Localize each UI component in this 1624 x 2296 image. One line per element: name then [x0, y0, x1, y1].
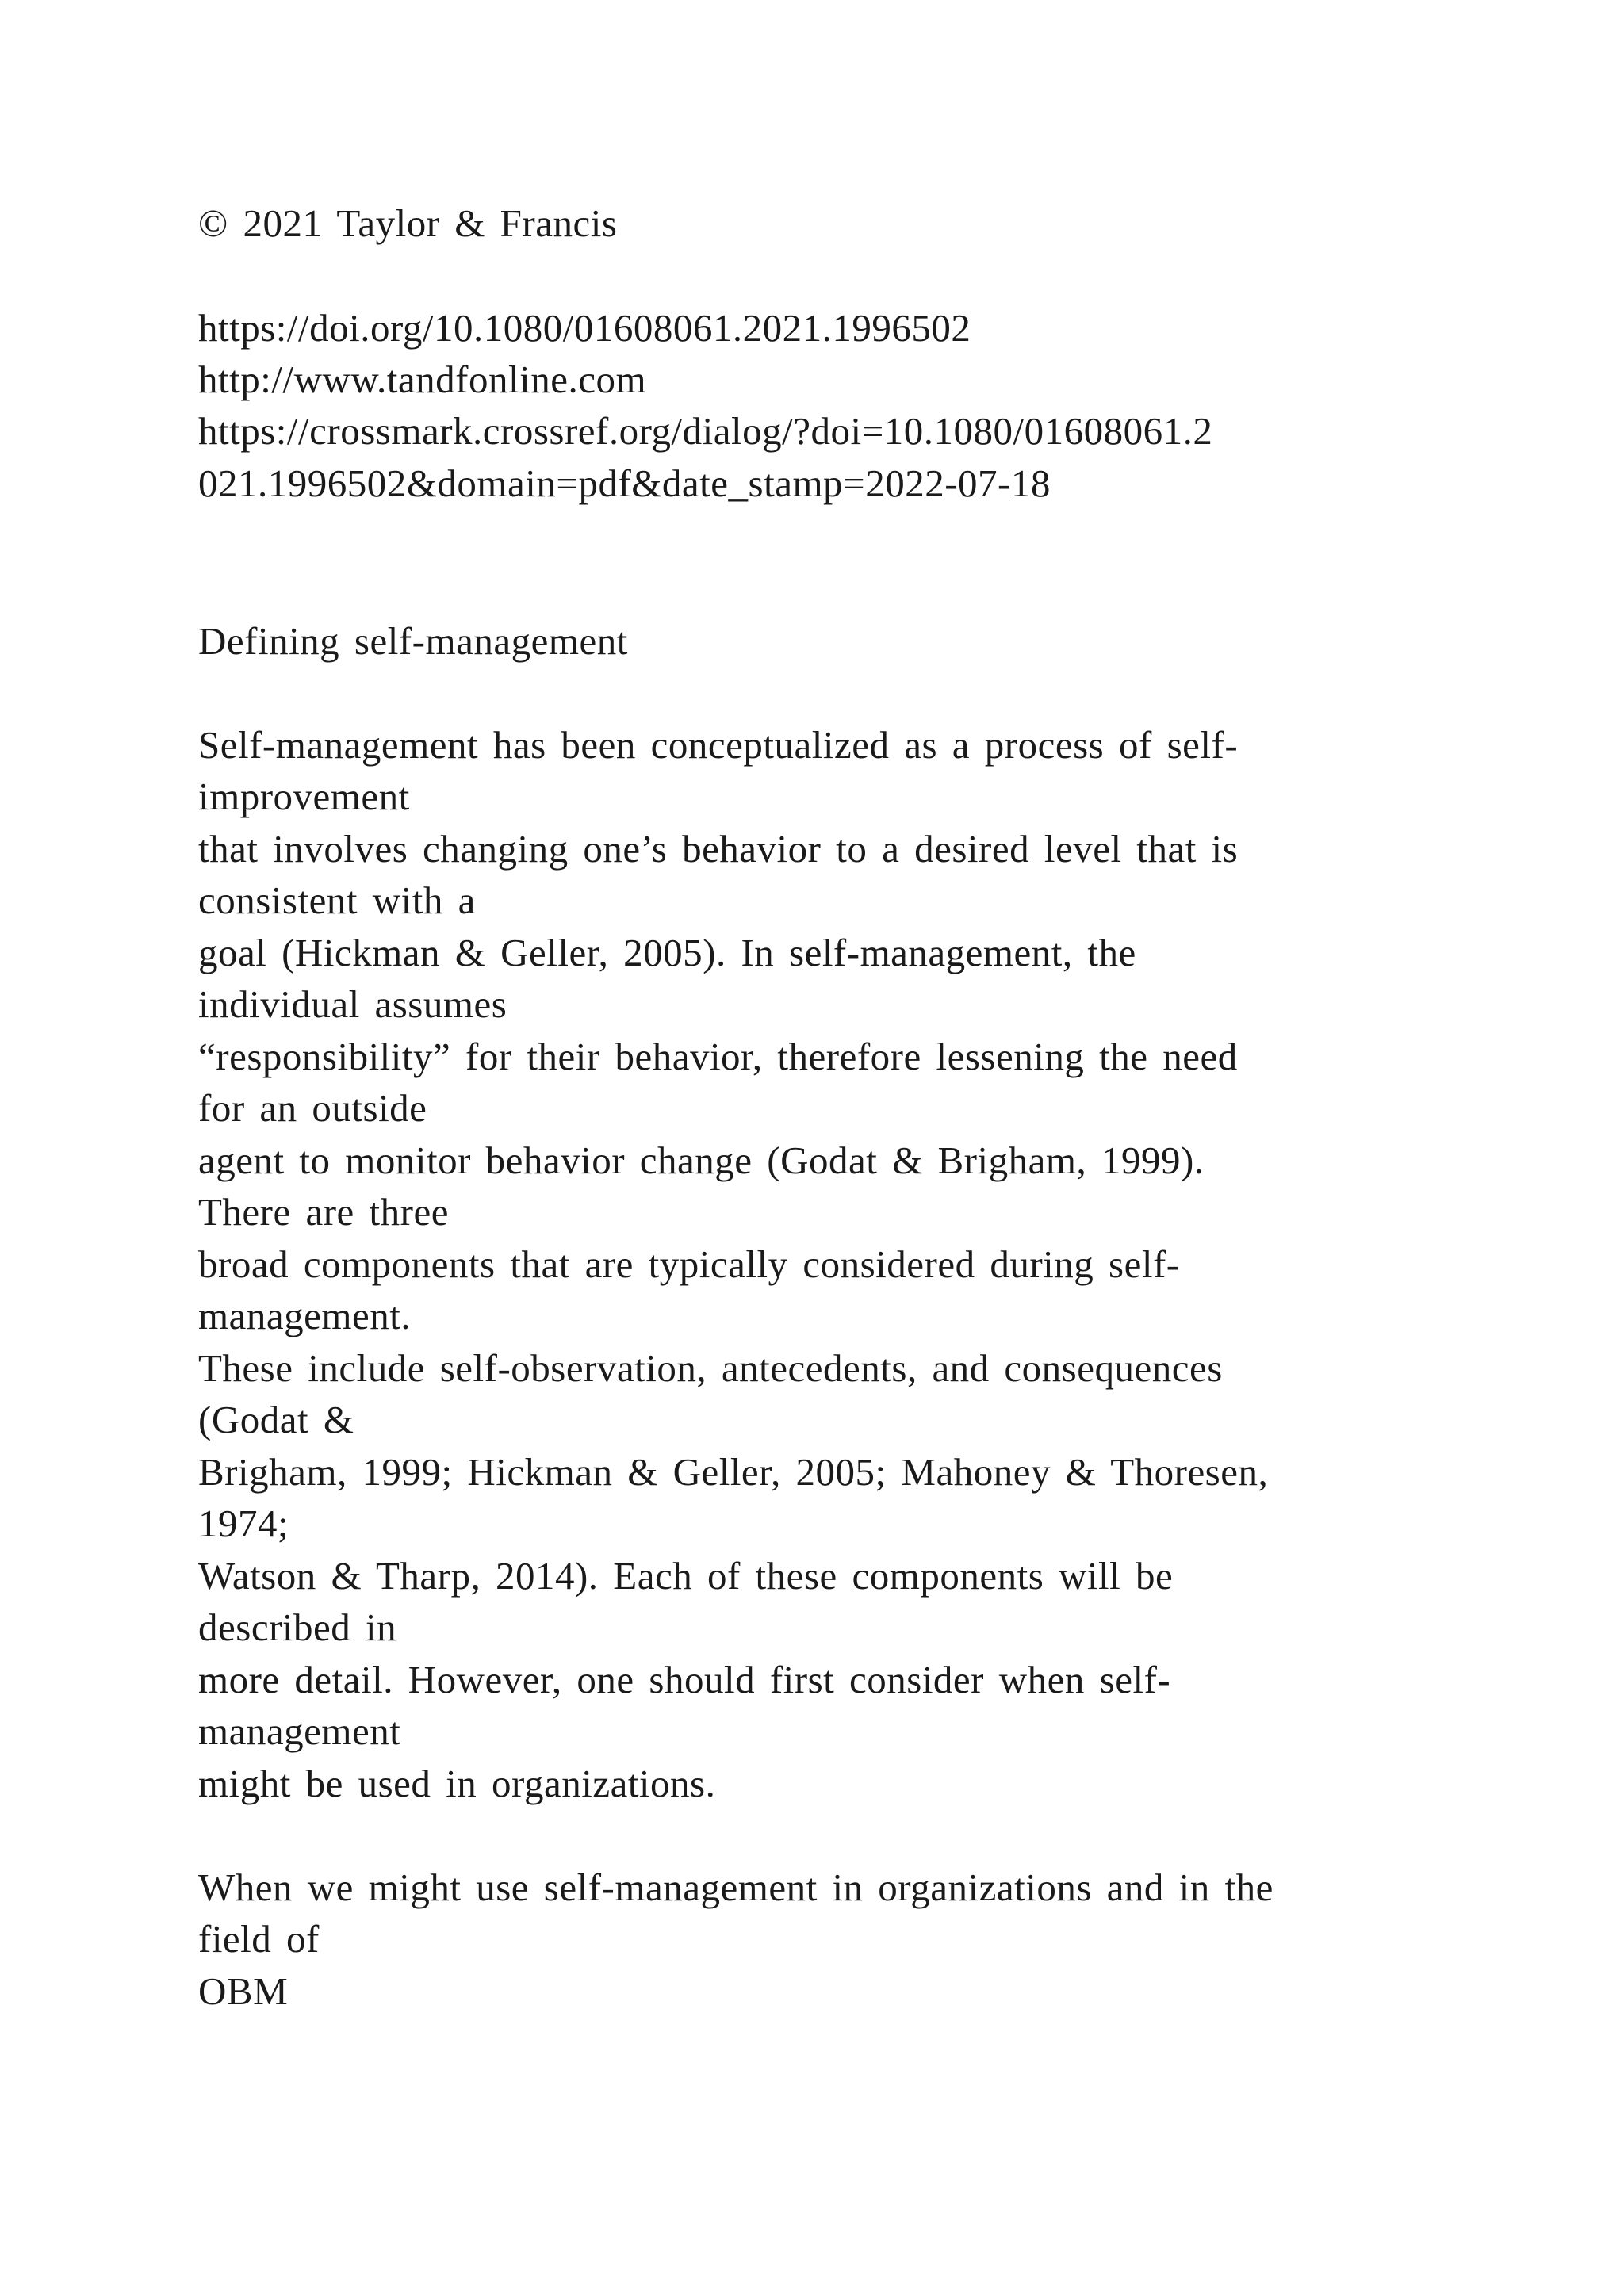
paragraph-line: goal (Hickman & Geller, 2005). In self-management, the: [198, 931, 1136, 974]
crossmark-link-line-1[interactable]: https://crossmark.crossref.org/dialog/?doi=10.1080/01608061.2: [198, 409, 1213, 453]
paragraph-line: These include self-observation, antecedents, and consequences: [198, 1346, 1223, 1390]
paragraph-line: might be used in organizations.: [198, 1762, 716, 1805]
paragraph-line: more detail. However, one should first consider when self-: [198, 1658, 1171, 1701]
crossmark-link-line-2[interactable]: 021.1996502&domain=pdf&date_stamp=2022-07-18: [198, 461, 1051, 505]
paragraph-line: broad components that are typically considered during self-: [198, 1242, 1180, 1286]
paragraph-line: agent to monitor behavior change (Godat & Brigham, 1999).: [198, 1138, 1205, 1182]
copyright-notice: © 2021 Taylor & Francis: [198, 201, 618, 245]
paragraph-line: 1974;: [198, 1502, 289, 1545]
paragraph-line: described in: [198, 1605, 397, 1649]
doi-link[interactable]: https://doi.org/10.1080/01608061.2021.1996502: [198, 306, 971, 350]
section-heading-line: field of: [198, 1917, 320, 1961]
paragraph-line: for an outside: [198, 1086, 427, 1130]
paragraph-line: management: [198, 1709, 401, 1753]
section-heading-line: OBM: [198, 1969, 289, 2013]
section-heading-defining-self-management: Defining self-management: [198, 619, 628, 663]
paragraph-line: Watson & Tharp, 2014). Each of these components will be: [198, 1554, 1174, 1598]
paragraph-line: “responsibility” for their behavior, therefore lessening the need: [198, 1035, 1238, 1078]
paragraph-line: individual assumes: [198, 982, 508, 1026]
paragraph-line: that involves changing one’s behavior to a desired level that is: [198, 827, 1239, 871]
paragraph-line: Brigham, 1999; Hickman & Geller, 2005; Mahoney & Thoresen,: [198, 1450, 1269, 1494]
publisher-link[interactable]: http://www.tandfonline.com: [198, 358, 647, 401]
paragraph-line: There are three: [198, 1190, 449, 1234]
paragraph-line: (Godat &: [198, 1398, 354, 1441]
paragraph-line: management.: [198, 1294, 412, 1337]
section-heading-line: When we might use self-management in organizations and in the: [198, 1866, 1274, 1909]
paragraph-line: Self-management has been conceptualized as a process of self-: [198, 723, 1239, 767]
paragraph-line: consistent with a: [198, 878, 476, 922]
paragraph-line: improvement: [198, 775, 410, 818]
